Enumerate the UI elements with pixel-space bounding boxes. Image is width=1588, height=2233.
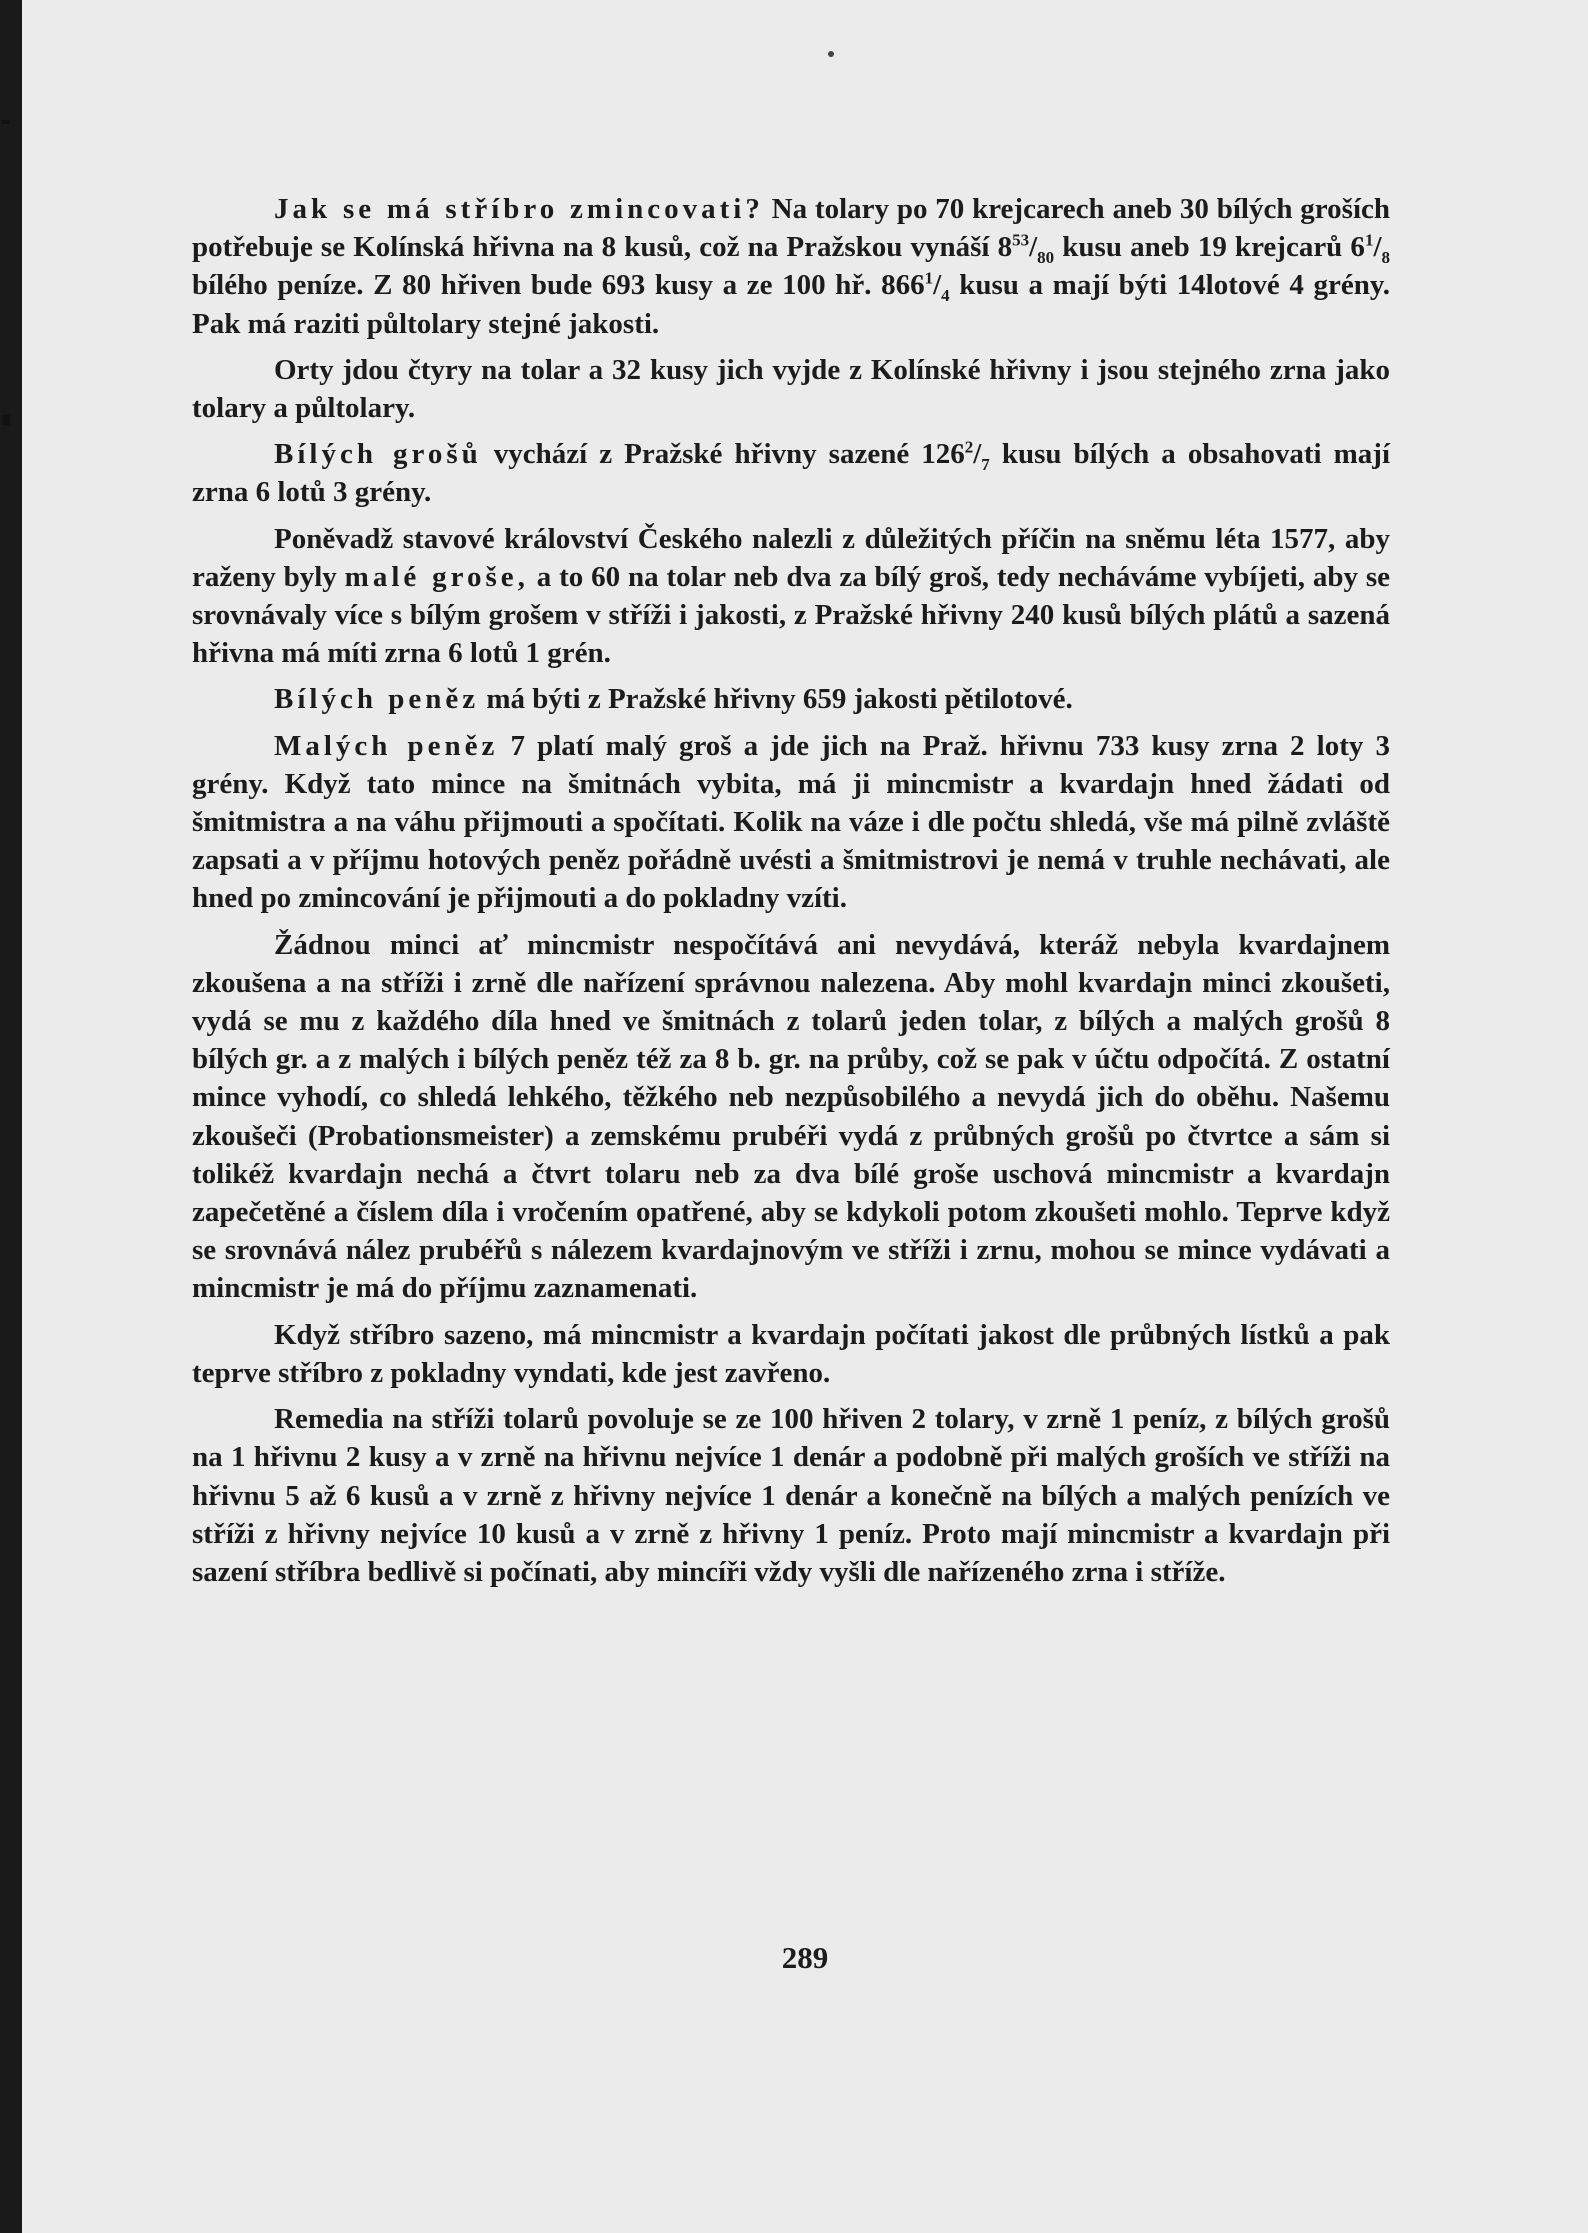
paragraph-8: Když stříbro sazeno, má mincmistr a kvardajn počítati jakost dle průbných lístků a pak teprve stříbro z pokladny vyndati, kde jest zavřeno.	[192, 1318, 1390, 1389]
paragraph-4: Poněvadž stavové království Českého nalezli z důležitých příčin na sněmu léta 1577, aby raženy byly malé groše, a to 60 na tolar neb dva za bílý groš, tedy necháváme vybíjeti, aby se srovnávaly více s bílým grošem v stříži i jakosti, z Pražské hřivny 240 kusů bílých plátů a sazená hřivna má míti zrna 6 lotů 1 grén.	[192, 522, 1390, 670]
binding-mark	[2, 120, 10, 124]
paragraph-3: Bílých grošů vychází z Pražské hřivny sazené $126^2/_7$ kusu bílých a obsahovati mají zrna 6 lotů 3 grény.	[192, 437, 1391, 509]
paragraph-7: Žádnou minci ať mincmistr nespočítává ani nevydává, kteráž nebyla kvardajnem zkoušena a na stříži i zrně dle nařízení správnou nalezena. Aby mohl kvardajn minci zkoušeti, vydá se mu z každého díla hned ve šmitnách z tolarů jeden tolar, z bílých a malých grošů 8 bílých gr. a z malých i bílých peněz též za 8 b. gr. na průby, což se pak v účtu odpočítá. Z ostatní mince vyhodí, co shledá lehkého, těžkého neb nezpůsobilého a nevydá jich do oběhu. Našemu zkoušeči (Probationsmeister) a zemskému prubéři vydá z průbných grošů po čtvrtce a sám si tolikéž kvardajn nechá a čtvrt tolaru neb za dva bílé groše uschová mincmistr a kvardajn zapečetěné a číslem díla i vročením opatřené, aby se kdykoli potom zkoušeti mohlo. Teprve když se srovnává nález prubéřů s nálezem kvardajnovým ve stříži i zrnu, mohou se mince vydávati a mincmistr je má do příjmu zaznamenati.	[192, 928, 1390, 1305]
body-text	[192, 190, 1390, 1599]
paragraph-5: Bílých peněz má býti z Pražské hřivny 659 jakosti pětilotové.	[274, 683, 1073, 716]
page-number: 289	[781, 1940, 829, 1975]
paragraph-6: Malých peněz 7 platí malý groš a jde jich na Praž. hřivnu 733 kusy zrna 2 loty 3 grény. Když tato mince na šmitnách vybita, má ji mincmistr a kvardajn hned žádati od šmitmistra a na váhu přijmouti a spočítati. Kolik na váze i dle počtu shledá, vše má pilně zvláště zapsati a v příjmu hotových peněz pořádně uvésti a šmitmistrovi je nemá v truhle nechávati, ale hned po zmincování je přijmouti a do pokladny vzíti.	[192, 729, 1390, 915]
binding-mark	[2, 415, 10, 425]
top-dot	[828, 51, 834, 57]
paragraph-2: Orty jdou čtyry na tolar a 32 kusy jich vyjde z Kolínské hřivny i jsou stejného zrna jako tolary a půltolary.	[192, 353, 1390, 425]
document-page	[22, 0, 1588, 2233]
paragraph-1: Jak se má stříbro zmincovati? Na tolary po 70 krejcarech aneb 30 bílých groších potřebuje se Kolínská hřivna na 8 kusů, což na Pražskou vynáší $8^{53}/_{80}$ kusu aneb 19 krejcarů $6^1/_8$ bílého peníze. Z 80 hřiven bude 693 kusy a ze 100 hř. $866^1/_4$ kusu a mají býti 14lotové 4 grény. Pak má raziti půltolary stejné jakosti.	[192, 193, 1390, 340]
paragraph-9: Remedia na stříži tolarů povoluje se ze 100 hřiven 2 tolary, v zrně 1 peníz, z bílých grošů na 1 hřivnu 2 kusy a v zrně na hřivnu nejvíce 1 denár a podobně při malých groších ve stříži na hřivnu 5 až 6 kusů a v zrně z hřivny nejvíce 1 denár a konečně na bílých a malých penízích ve stříži z hřivny nejvíce 10 kusů a v zrně z hřivny 1 peníz. Proto mají mincmistr a kvardajn při sazení stříbra bedlivě si počínati, aby mincíři vždy vyšli dle nařízeného zrna i stříže.	[192, 1403, 1390, 1588]
